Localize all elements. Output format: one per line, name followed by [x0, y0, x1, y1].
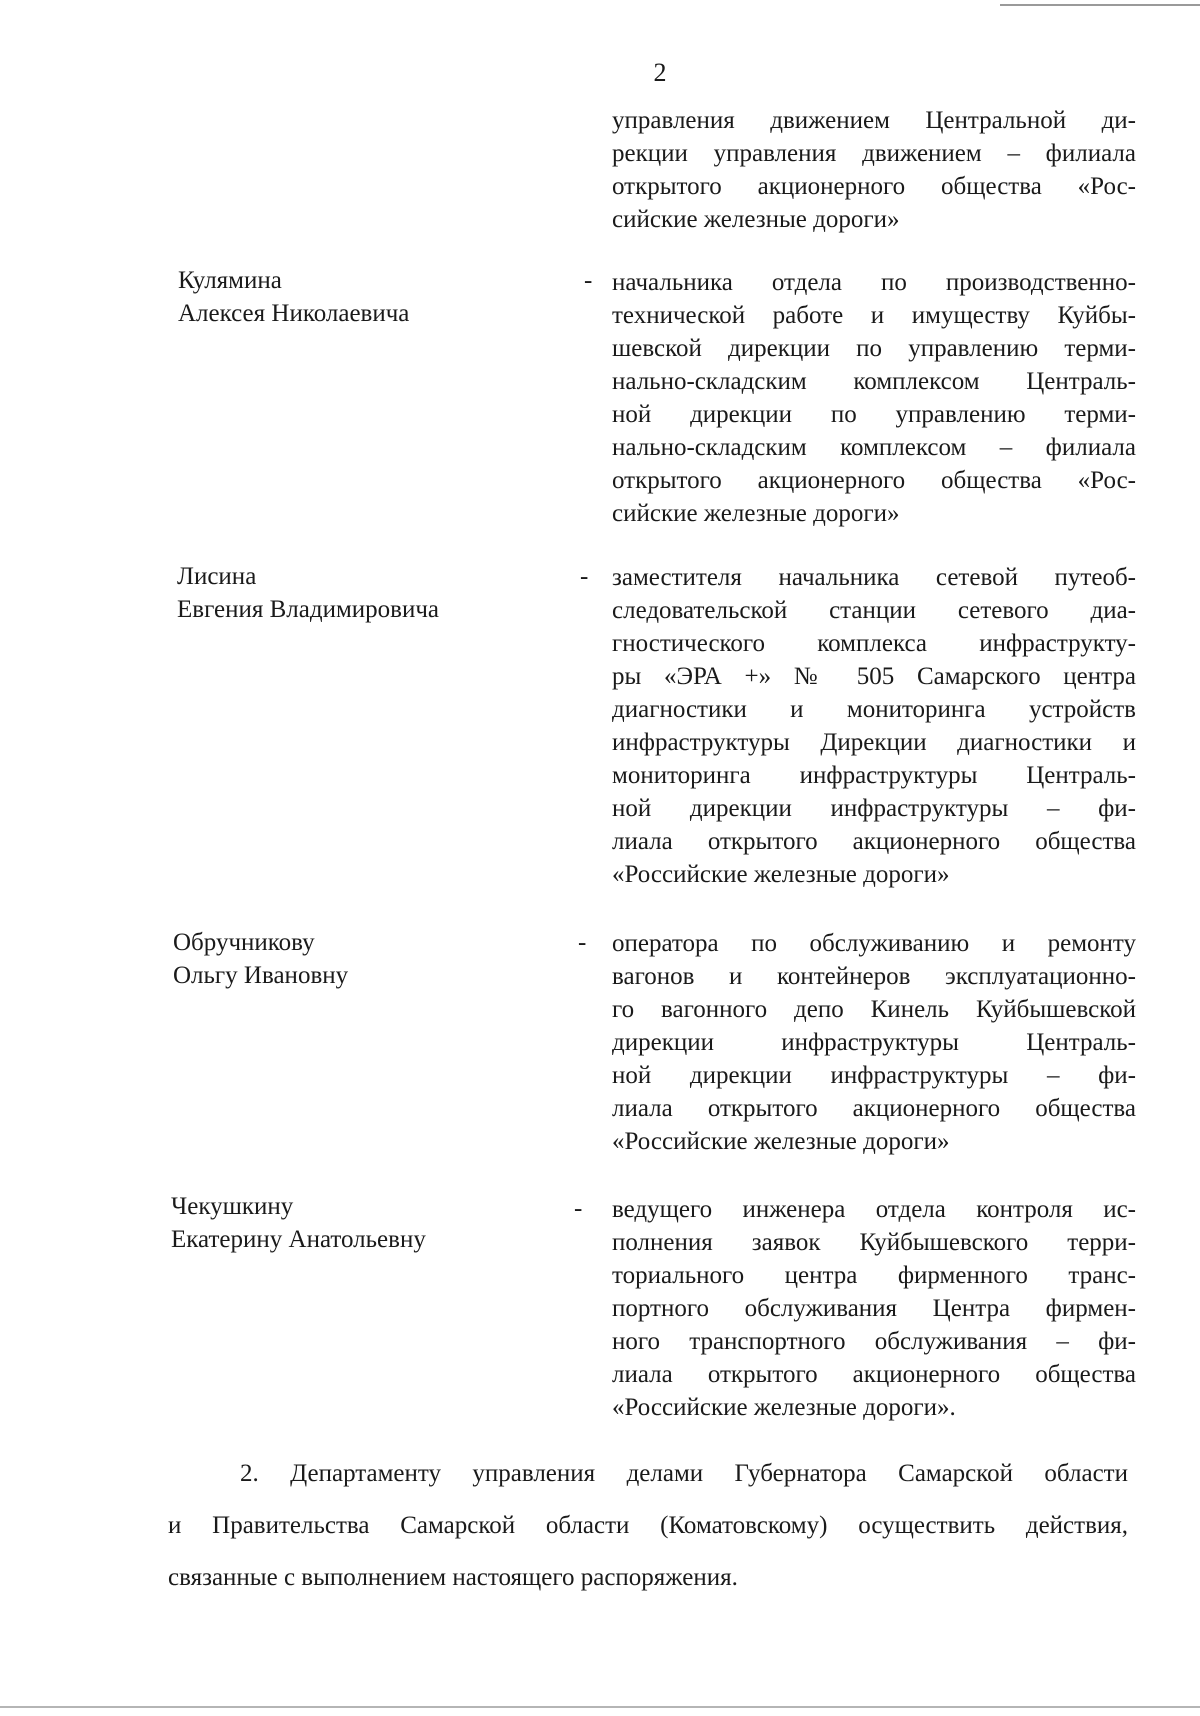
text-line: инфраструктуры Дирекции диагностики и — [612, 729, 1136, 756]
person-given-names: Ольгу Ивановну — [173, 962, 349, 989]
text-line: «Российские железные дороги» — [612, 861, 950, 888]
text-line: сийские железные дороги» — [612, 206, 900, 233]
position-description — [612, 1193, 1136, 1424]
text-line: открытого акционерного общества «Рос- — [612, 467, 1136, 494]
paragraph-2 — [168, 1448, 1128, 1604]
text-line: ной дирекции по управлению терми- — [612, 401, 1136, 428]
text-line: ториального центра фирменного транс- — [612, 1262, 1136, 1289]
text-line: нально-складским комплексом Централь- — [612, 368, 1136, 395]
person-given-names: Евгения Владимировича — [177, 596, 439, 623]
person-name-kulyamin — [178, 264, 409, 330]
text-line: ной дирекции инфраструктуры – фи- — [612, 795, 1136, 822]
text-line: вагонов и контейнеров эксплуатационно- — [612, 963, 1136, 990]
text-line: ной дирекции инфраструктуры – фи- — [612, 1062, 1136, 1089]
person-surname: Чекушкину — [171, 1193, 294, 1220]
person-name-lisin — [177, 560, 439, 626]
text-line: управления движением Центральной ди- — [612, 107, 1136, 134]
dash-separator: - — [580, 563, 589, 590]
text-line: дирекции инфраструктуры Централь- — [612, 1029, 1136, 1056]
text-line: открытого акционерного общества «Рос- — [612, 173, 1136, 200]
person-given-names: Екатерину Анатольевну — [171, 1226, 426, 1253]
person-surname: Лисина — [177, 563, 257, 590]
text-line: лиала открытого акционерного общества — [612, 828, 1136, 855]
text-line: «Российские железные дороги». — [612, 1394, 956, 1421]
text-line: ного транспортного обслуживания – фи- — [612, 1328, 1136, 1355]
text-line: лиала открытого акционерного общества — [612, 1095, 1136, 1122]
text-line: го вагонного депо Кинель Куйбышевской — [612, 996, 1136, 1023]
person-given-names: Алексея Николаевича — [178, 300, 410, 327]
scan-edge-line-top — [1000, 4, 1200, 6]
text-line: начальника отдела по производственно- — [612, 269, 1136, 296]
text-line: следовательской станции сетевого диа- — [612, 597, 1136, 624]
text-line: заместителя начальника сетевой путеоб- — [612, 564, 1136, 591]
page-number: 2 — [653, 58, 667, 87]
text-line: лиала открытого акционерного общества — [612, 1361, 1136, 1388]
paragraph-line: 2. Департаменту управления делами Губернатора Самарской области — [240, 1460, 1128, 1487]
position-description — [612, 927, 1136, 1158]
text-line: сийские железные дороги» — [612, 500, 900, 527]
text-line: нально-складским комплексом – филиала — [612, 434, 1136, 461]
text-line: портного обслуживания Центра фирмен- — [612, 1295, 1136, 1322]
position-description — [612, 266, 1136, 530]
dash-separator: - — [578, 929, 587, 956]
person-name-obruchnikova — [173, 926, 348, 992]
text-line: диагностики и мониторинга устройств — [612, 696, 1136, 723]
text-line: полнения заявок Куйбышевского терри- — [612, 1229, 1136, 1256]
text-line: «Российские железные дороги» — [612, 1128, 950, 1155]
text-line: гностического комплекса инфраструкту- — [612, 630, 1136, 657]
paragraph-line: связанные с выполнением настоящего распоряжения. — [168, 1564, 738, 1591]
person-name-chekushkina — [171, 1190, 426, 1256]
person-surname: Обручникову — [173, 929, 315, 956]
text-line: технической работе и имуществу Куйбы- — [612, 302, 1136, 329]
text-line: ведущего инженера отдела контроля ис- — [612, 1196, 1136, 1223]
text-line: оператора по обслуживанию и ремонту — [612, 930, 1136, 957]
text-line: рекции управления движением – филиала — [612, 140, 1136, 167]
continuation-text — [612, 104, 1136, 236]
paragraph-line: и Правительства Самарской области (Коматовскому) осуществить действия, — [168, 1512, 1128, 1539]
dash-separator: - — [574, 1195, 583, 1222]
dash-separator: - — [584, 267, 593, 294]
scan-edge-line-bottom — [0, 1706, 1200, 1708]
text-line: шевской дирекции по управлению терми- — [612, 335, 1136, 362]
position-description — [612, 561, 1136, 891]
person-surname: Кулямина — [178, 267, 282, 294]
text-line: мониторинга инфраструктуры Централь- — [612, 762, 1136, 789]
text-line: ры «ЭРА +» № 505 Самарского центра — [612, 663, 1136, 690]
